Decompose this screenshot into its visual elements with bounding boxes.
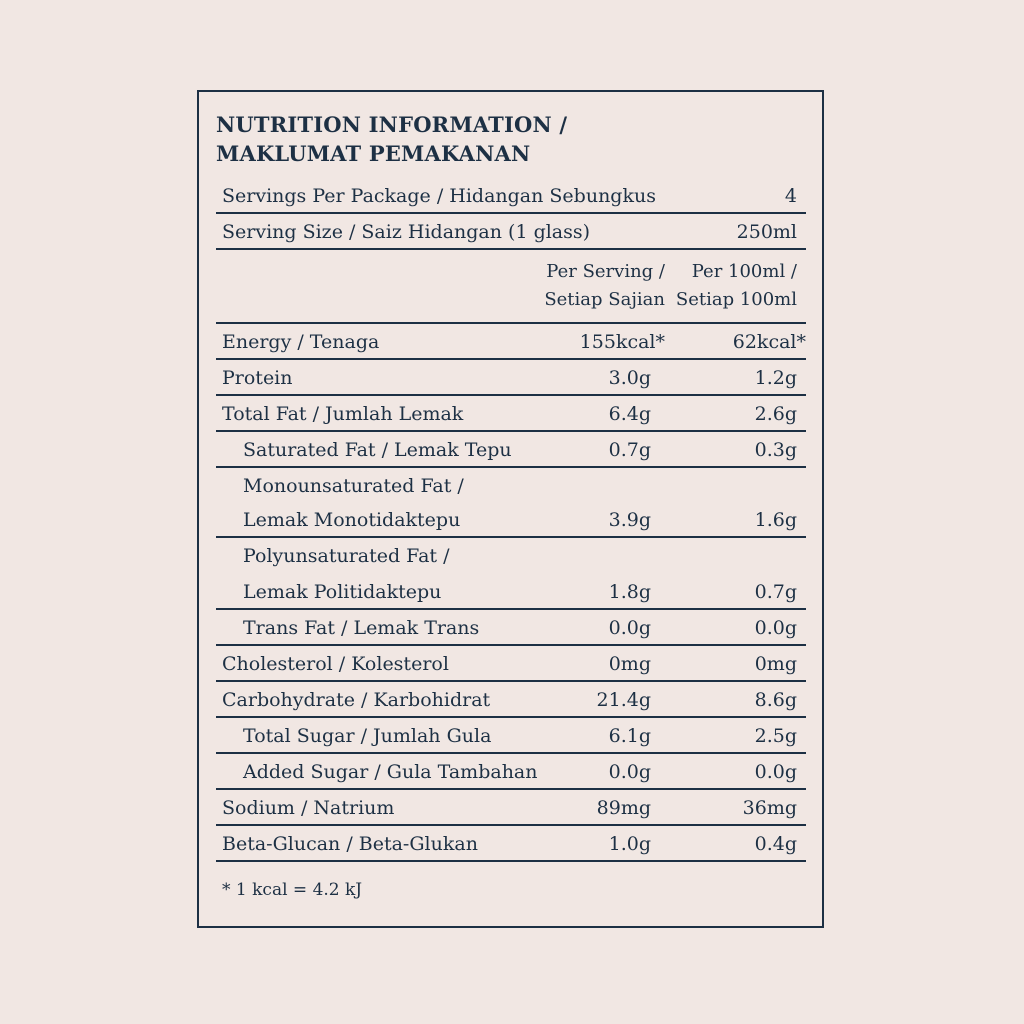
per-serving-header-line1: Per Serving / (546, 261, 665, 282)
title-line-1: NUTRITION INFORMATION / (216, 112, 568, 137)
per-serving-value: 3.9g (608, 509, 651, 531)
nutrient-label-line2: Lemak Politidaktepu (243, 581, 442, 603)
per-serving-value: 0.0g (608, 617, 651, 639)
table-row (216, 468, 806, 538)
per-100-value: 2.6g (754, 403, 797, 425)
nutrient-label: Saturated Fat / Lemak Tepu (243, 439, 512, 461)
nutrient-label: Beta-Glucan / Beta-Glukan (222, 833, 478, 855)
nutrient-label: Added Sugar / Gula Tambahan (243, 761, 538, 783)
per-100-value: 1.2g (754, 367, 797, 389)
per-100-value: 0.0g (754, 761, 797, 783)
table-row (216, 538, 806, 610)
column-header-row (216, 250, 806, 324)
per-100-header-line1: Per 100ml / (691, 261, 797, 282)
servings-value: 4 (784, 185, 797, 207)
panel-title (216, 110, 567, 168)
nutrient-label-line1: Polyunsaturated Fat / (243, 545, 450, 567)
nutrient-label: Protein (222, 367, 293, 389)
table-row (216, 396, 806, 432)
per-serving-value: 21.4g (596, 689, 651, 711)
per-serving-header (544, 258, 665, 314)
table-row (216, 754, 806, 790)
footnote: * 1 kcal = 4.2 kJ (222, 880, 363, 900)
per-serving-value: 155kcal* (579, 331, 665, 353)
per-serving-value: 0.7g (608, 439, 651, 461)
per-100-value: 62kcal* (732, 331, 806, 353)
nutrient-label: Trans Fat / Lemak Trans (243, 617, 480, 639)
nutrient-label: Carbohydrate / Karbohidrat (222, 689, 491, 711)
per-serving-value: 6.1g (608, 725, 651, 747)
per-100-value: 36mg (742, 797, 797, 819)
per-serving-value: 1.0g (608, 833, 651, 855)
per-serving-value: 89mg (596, 797, 651, 819)
nutrient-label-line2: Lemak Monotidaktepu (243, 509, 461, 531)
nutrient-label: Cholesterol / Kolesterol (222, 653, 449, 675)
nutrient-label: Total Sugar / Jumlah Gula (243, 725, 492, 747)
title-line-2: MAKLUMAT PEMAKANAN (216, 141, 531, 166)
per-serving-header-line2: Setiap Sajian (544, 289, 665, 310)
table-row (216, 790, 806, 826)
serving-size-label: Serving Size / Saiz Hidangan (1 glass) (222, 221, 591, 243)
table-row (216, 610, 806, 646)
per-100-value: 2.5g (754, 725, 797, 747)
table-row (216, 324, 806, 360)
serving-size-row (216, 214, 806, 250)
per-serving-value: 1.8g (608, 581, 651, 603)
servings-label: Servings Per Package / Hidangan Sebungkus (222, 185, 656, 207)
table-row (216, 826, 806, 862)
per-serving-value: 6.4g (608, 403, 651, 425)
per-100-value: 0.4g (754, 833, 797, 855)
per-100-value: 8.6g (754, 689, 797, 711)
table-row (216, 718, 806, 754)
table-row (216, 682, 806, 718)
nutrient-label: Sodium / Natrium (222, 797, 395, 819)
per-100-value: 0.3g (754, 439, 797, 461)
per-serving-value: 3.0g (608, 367, 651, 389)
nutrient-label-line1: Monounsaturated Fat / (243, 475, 464, 497)
table-row (216, 432, 806, 468)
per-100-value: 0.7g (754, 581, 797, 603)
per-100-header-line2: Setiap 100ml (675, 289, 797, 310)
per-serving-value: 0.0g (608, 761, 651, 783)
per-100-value: 1.6g (754, 509, 797, 531)
nutrient-label: Energy / Tenaga (222, 331, 380, 353)
per-100-value: 0mg (754, 653, 797, 675)
per-100-value: 0.0g (754, 617, 797, 639)
table-row (216, 360, 806, 396)
servings-per-package-row (216, 178, 806, 214)
nutrient-label: Total Fat / Jumlah Lemak (222, 403, 464, 425)
table-row (216, 646, 806, 682)
per-100-header (676, 258, 797, 314)
per-serving-value: 0mg (608, 653, 651, 675)
serving-size-value: 250ml (736, 221, 797, 243)
